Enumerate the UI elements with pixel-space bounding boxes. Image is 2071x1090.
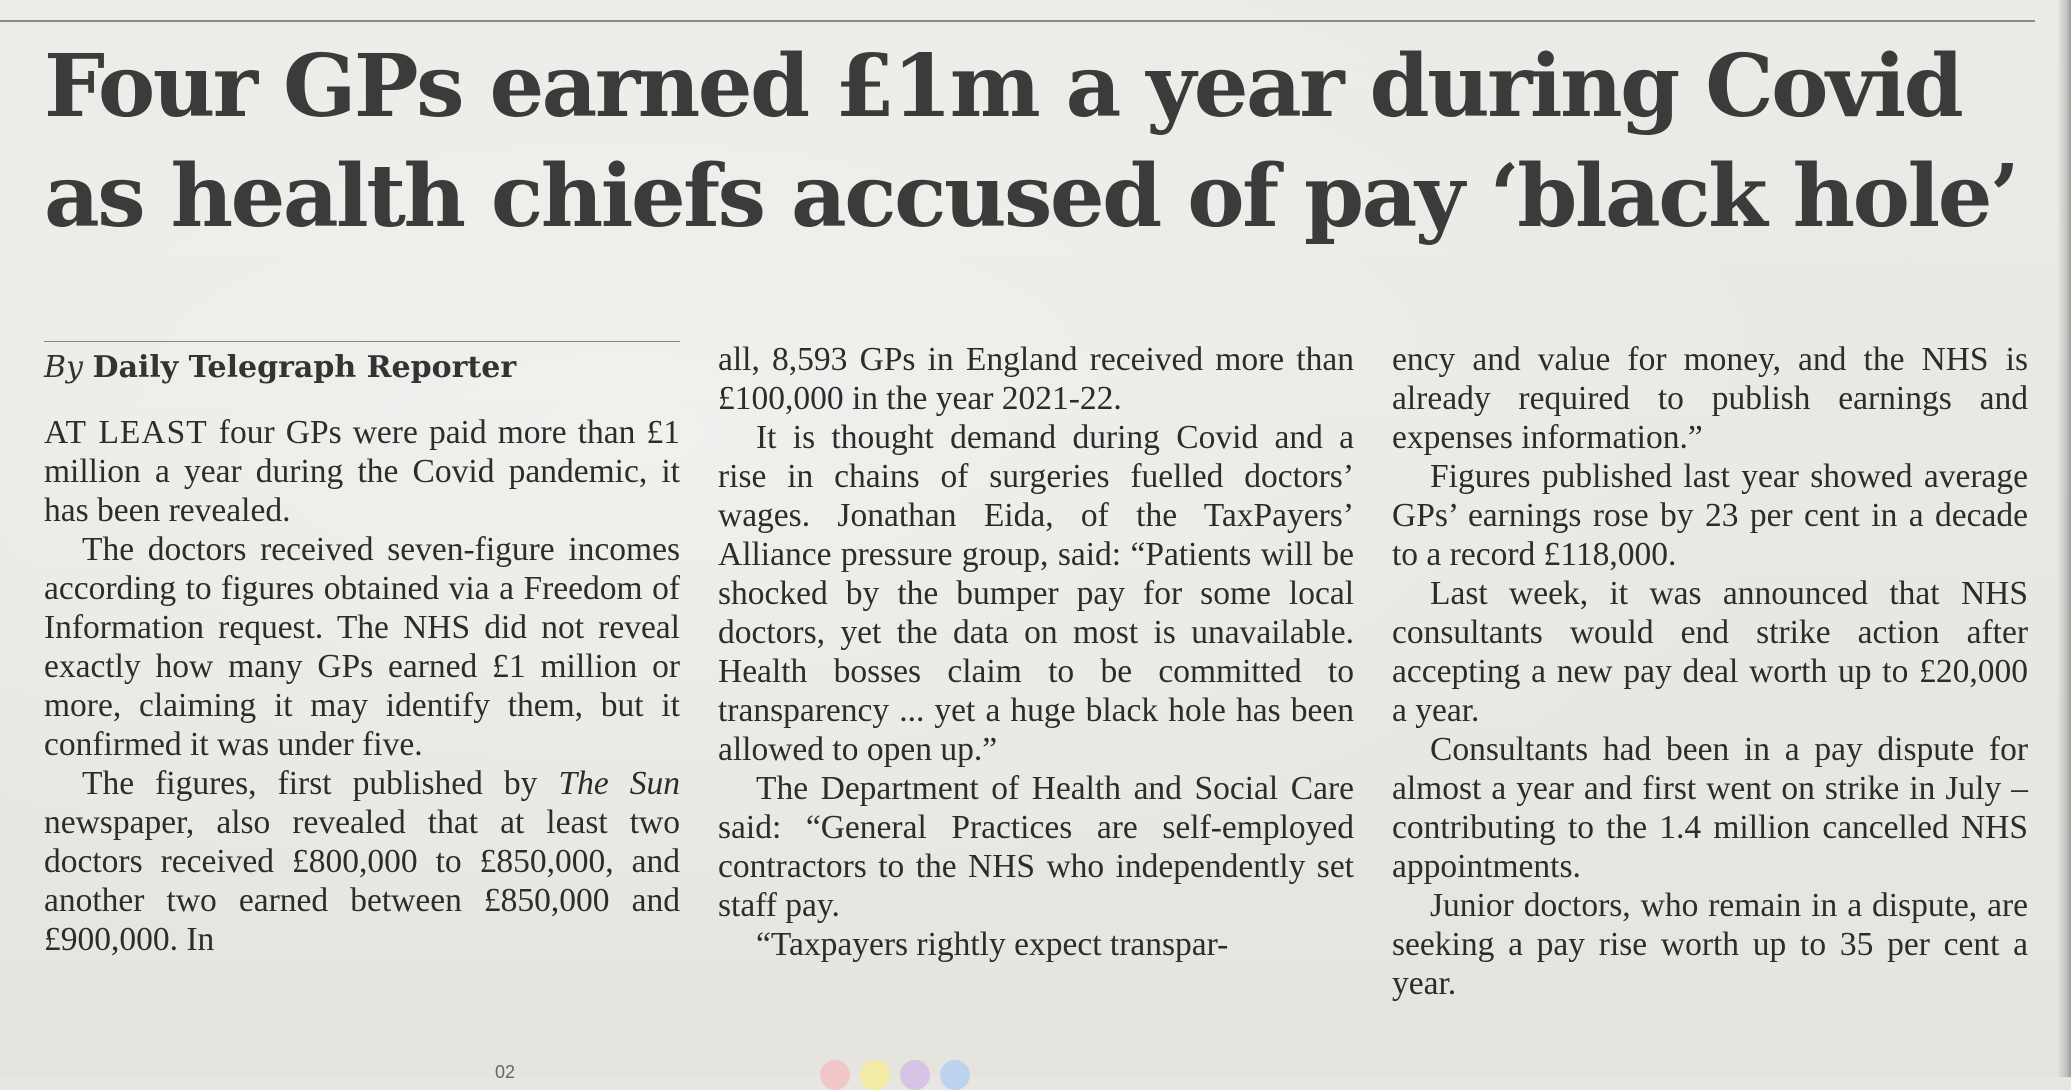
paragraph-text: four GPs were paid more than £1 million a year during the Covid pandemic, it has been revealed. — [44, 414, 680, 529]
article-column-2 — [718, 340, 1354, 964]
paragraph: The Department of Health and Social Care said: “General Practices are self-employed contractors to the NHS who independently set staff pay. — [718, 770, 1354, 924]
paragraph: ency and value for money, and the NHS is already required to publish earnings and expenses information.” — [1392, 341, 2028, 456]
registration-dot — [940, 1060, 970, 1090]
paragraph: The doctors received seven-figure incomes according to figures obtained via a Freedom of Information request. The NHS did not reveal exactly how many GPs earned £1 million or more, claiming it may identify them, but it confirmed it was under five. — [44, 531, 680, 763]
article-column-1 — [44, 413, 680, 959]
print-color-registration-dots — [820, 1060, 970, 1090]
headline-line-2: as health chiefs accused of pay ‘black hole’ — [44, 146, 2018, 247]
page-number: 02 — [495, 1062, 516, 1082]
publication-name: The Sun — [558, 765, 680, 802]
paragraph: Last week, it was announced that NHS consultants would end strike action after accepting a new pay deal worth up to £20,000 a year. — [1392, 575, 2028, 729]
paragraph: It is thought demand during Covid and a rise in chains of surgeries fuelled doctors’ wages. Jonathan Eida, of the TaxPayers’ Alliance pressure group, said: “Patients will be shocked by the bumper pay for some local doctors, yet the data on most is unavailable. Health bosses claim to be committed to transparency ... yet a huge black hole has been allowed to open up.” — [718, 419, 1354, 768]
paragraph: Junior doctors, who remain in a dispute, are seeking a pay rise worth up to 35 per cent a year. — [1392, 887, 2028, 1002]
headline-line-1: Four GPs earned £1m a year during Covid — [44, 36, 1962, 137]
paragraph: “Taxpayers rightly expect transpar- — [756, 926, 1229, 963]
registration-dot — [900, 1060, 930, 1090]
paragraph: all, 8,593 GPs in England received more than £100,000 in the year 2021-22. — [718, 341, 1354, 417]
byline-prefix: By — [44, 350, 83, 385]
paragraph: Consultants had been in a pay dispute for almost a year and first went on strike in July – contributing to the 1.4 million cancelled NHS appointments. — [1392, 731, 2028, 885]
registration-dot — [820, 1060, 850, 1090]
lead-caps: AT LEAST — [44, 414, 208, 451]
page-edge-shadow — [2057, 0, 2071, 1077]
article-column-3 — [1392, 340, 2028, 1003]
byline — [44, 350, 516, 386]
paragraph-text: The figures, first published by — [82, 765, 559, 802]
paragraph: Figures published last year showed average GPs’ earnings rose by 23 per cent in a decade to a record £118,000. — [1392, 458, 2028, 573]
top-rule — [0, 20, 2035, 22]
paragraph-text: newspaper, also revealed that at least two doctors received £800,000 to £850,000, and another two earned between £850,000 and £900,000. In — [44, 804, 680, 958]
byline-rule — [44, 341, 680, 342]
paragraph — [44, 413, 680, 530]
byline-name: Daily Telegraph Reporter — [92, 350, 517, 385]
headline — [44, 32, 2024, 252]
registration-dot — [860, 1060, 890, 1090]
paragraph — [44, 764, 680, 959]
